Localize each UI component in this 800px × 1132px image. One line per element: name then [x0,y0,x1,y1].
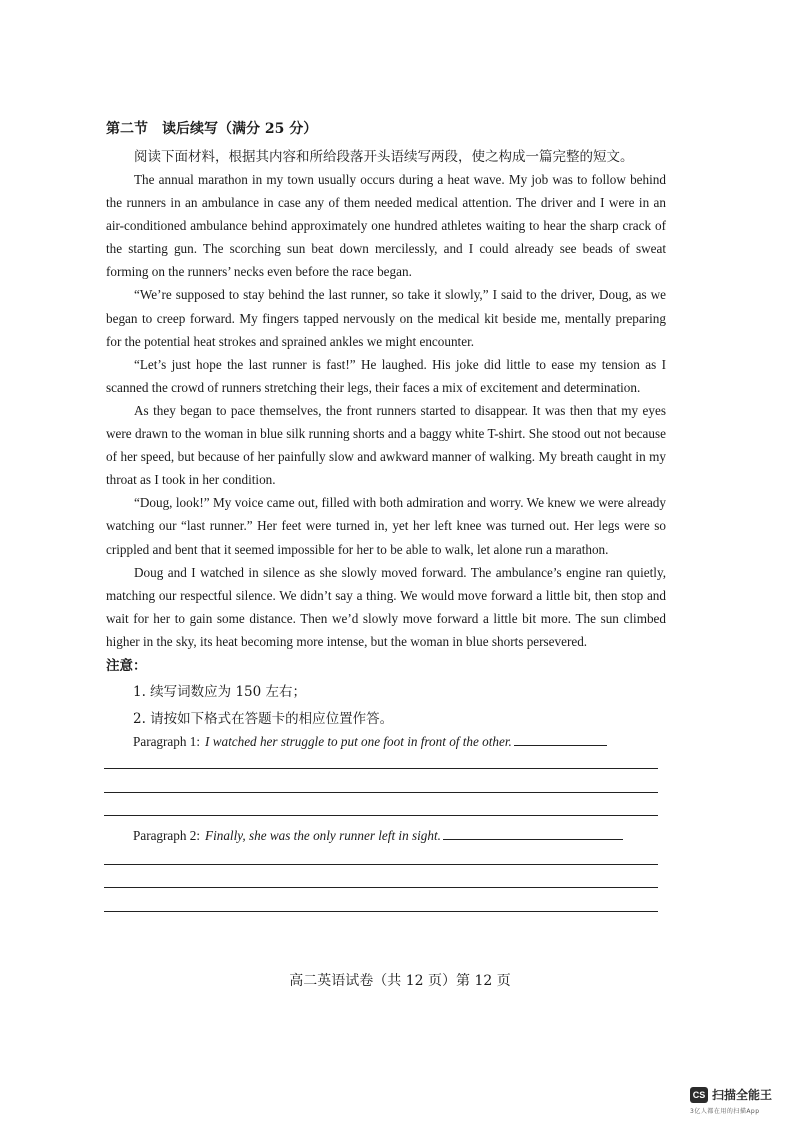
camscanner-logo-icon: CS [690,1087,708,1103]
story-paragraph: “Let’s just hope the last runner is fast!” He laughed. His joke did little to ease my tension as I scanned the crowd of runners stretching their legs, their faces a mix of excitement and determination. [106,356,666,395]
scanner-watermark [690,1086,772,1115]
answer-blank [443,838,623,840]
watermark-app-name: 扫描全能王 [712,1088,773,1102]
section-title: 第二节 读后续写（满分 25 分） [106,121,318,137]
note-item: 2. 请按如下格式在答题卡的相应位置作答。 [133,711,394,727]
instruction-text: 阅读下面材料，根据其内容和所给段落开头语续写两段，使之构成一篇完整的短文。 [134,149,634,165]
watermark-slogan: 3亿人都在用的扫描App [690,1108,760,1115]
answer-line [104,768,658,769]
answer-line [104,792,658,793]
story-paragraph: “We’re supposed to stay behind the last runner, so take it slowly,” I said to the driver, Doug, as we began to creep forward. My fingers tapped nervously on the medical kit beside me, mentally preparing for the potential heat strokes and sprained ankles we might encounter. [106,287,666,349]
answer-blank [514,744,607,746]
page-footer: 高二英语试卷（共 12 页）第 12 页 [289,973,511,989]
story-paragraph: Doug and I watched in silence as she slowly moved forward. The ambulance’s engine ran quietly, matching our respectful silence. We didn’t say a thing. We would move forward a little bit, then stop and wait for her to gain some distance. Then we’d slowly move forward a little bit more. The sun climbed higher in the sky, its heat becoming more intense, but the woman in blue shorts persevered. [106,564,666,649]
story-text [106,168,666,653]
paragraph-2-opening: Finally, she was the only runner left in sight. [205,828,441,843]
paragraph-1-opening: I watched her struggle to put one foot in front of the other. [205,734,512,749]
answer-line [104,864,658,865]
note-item: 1. 续写词数应为 150 左右； [133,684,307,700]
story-paragraph: “Doug, look!” My voice came out, filled with both admiration and worry. We knew we were already watching our “last runner.” Her feet were turned in, yet her left knee was turned out. Her legs were so crippled and bent that it seemed impossible for her to be able to walk, let alone run a marathon. [106,495,666,557]
story-paragraph: As they began to pace themselves, the front runners started to disappear. It was then that my eyes were drawn to the woman in blue silk running shorts and a baggy white T-shirt. She stood out not because of her speed, but because of her painfully slow and awkward manner of walking. My breath caught in my throat as I took in her condition. [106,402,666,488]
story-paragraph: The annual marathon in my town usually occurs during a heat wave. My job was to follow behind the runners in an ambulance in case any of them needed medical attention. The driver and I were in an air-conditioned ambulance behind approximately one hundred athletes waiting to hear the sharp crack of the starting gun. The scorching sun beat down mercilessly, and I could already see beads of sweat forming on the runners’ necks even before the race began. [106,172,666,280]
paragraph-2-prompt [133,828,623,844]
paragraph-1-label: Paragraph 1: [133,734,201,749]
answer-line [104,911,658,912]
notes-label: 注意： [106,658,147,674]
answer-line [104,887,658,888]
paragraph-1-prompt [133,734,607,750]
paragraph-2-label: Paragraph 2: [133,828,201,843]
answer-line [104,815,658,816]
